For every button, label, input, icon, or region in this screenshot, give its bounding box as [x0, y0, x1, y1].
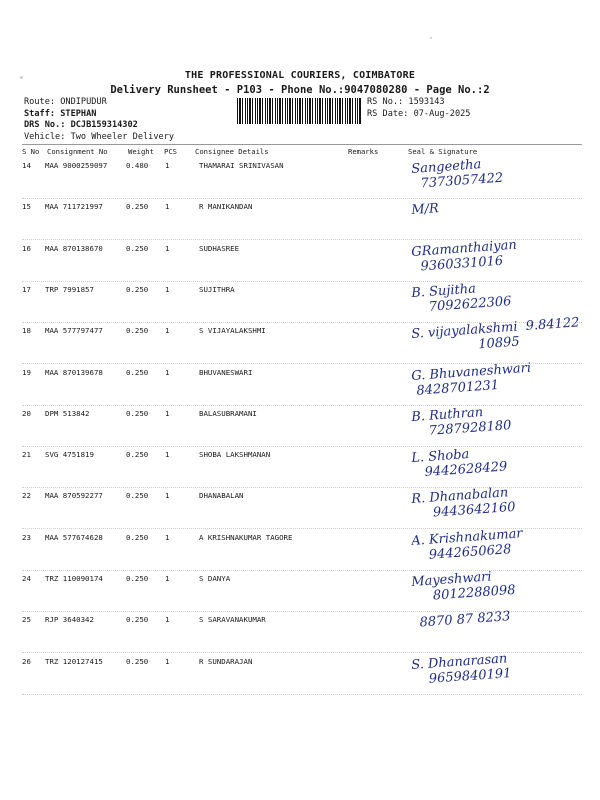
- row-weight: 0.250: [126, 243, 149, 253]
- row-signature: S. Dhanarasan 9659840191: [410, 650, 512, 688]
- table-row: [22, 406, 582, 447]
- row-consignee: A KRISHNAKUMAR TAGORE: [199, 532, 293, 542]
- table-row: [22, 237, 582, 282]
- table-row: [22, 650, 582, 695]
- route-info: [24, 97, 174, 143]
- row-weight: 0.250: [126, 532, 149, 542]
- row-sno: 23: [22, 532, 31, 542]
- table-row: [22, 485, 582, 529]
- row-pcs: 1: [165, 408, 170, 418]
- row-signature: B. Ruthran 7287928180: [410, 404, 512, 440]
- rs-number: RS No.: 1593143: [367, 97, 445, 107]
- drs-line: DRS No.: DCJB159314302: [24, 120, 138, 130]
- row-signature: L. Shoba 9442628429: [410, 447, 508, 482]
- row-sno: 26: [22, 656, 31, 666]
- row-pcs: 1: [165, 656, 170, 666]
- col-header-sno: S No: [22, 147, 40, 156]
- row-signature: R. Dhanabalan 9443642160: [410, 485, 517, 523]
- row-pcs: 1: [165, 161, 170, 170]
- col-header-consignee: Consignee Details: [195, 147, 269, 156]
- row-weight: 0.480: [126, 161, 149, 170]
- row-signature: Sangeetha 7373057422: [410, 157, 504, 192]
- rs-info: [367, 97, 470, 120]
- row-consignee: SUJITHRA: [199, 284, 235, 294]
- row-consignment-no: TRZ 110090174: [45, 574, 103, 583]
- row-signature: S. vijayalakshmi 9.84122 10895: [410, 315, 580, 358]
- table-row: [22, 282, 582, 323]
- row-sno: 14: [22, 161, 31, 170]
- col-header-weight: Weight: [128, 147, 154, 156]
- row-sno: 22: [22, 491, 31, 501]
- route-line: Route: ONDIPUDUR: [24, 97, 107, 107]
- row-pcs: 1: [165, 491, 170, 501]
- row-weight: 0.250: [126, 491, 149, 501]
- row-consignment-no: RJP 3640342: [45, 615, 94, 625]
- row-weight: 0.250: [126, 615, 149, 625]
- staff-line: Staff: STEPHAN: [24, 108, 97, 119]
- table-row: [22, 447, 582, 488]
- row-consignment-no: TRP 7991857: [45, 284, 94, 294]
- row-pcs: 1: [165, 450, 170, 460]
- row-signature: Mayeshwari 8012288098: [410, 569, 517, 605]
- table-row: [22, 315, 582, 364]
- row-divider: [22, 694, 582, 695]
- row-consignment-no: MAA 577797477: [45, 326, 103, 336]
- vehicle-line: Vehicle: Two Wheeler Delivery: [24, 131, 175, 142]
- row-signature: M/R: [410, 201, 440, 219]
- row-pcs: 1: [165, 532, 170, 542]
- row-consignment-no: MAA 870139678: [45, 367, 103, 377]
- table-row: [22, 199, 582, 240]
- row-weight: 0.250: [126, 574, 149, 583]
- row-signature: A. Krishnakumar 9442650628: [410, 525, 524, 564]
- row-weight: 0.250: [126, 284, 149, 294]
- row-sno: 20: [22, 408, 31, 418]
- runsheet-title: Delivery Runsheet - P103 - Phone No.:9047080280 - Page No.:2: [110, 84, 490, 96]
- row-sno: 21: [22, 450, 31, 460]
- row-consignee: S SARAVANAKUMAR: [199, 615, 266, 625]
- row-sno: 24: [22, 574, 31, 583]
- col-header-seal: Seal & Signature: [408, 147, 478, 156]
- row-sno: 17: [22, 284, 31, 294]
- row-consignment-no: DPM 513842: [45, 408, 90, 418]
- table-row: [22, 571, 582, 612]
- row-pcs: 1: [165, 574, 170, 583]
- row-consignment-no: TRZ 120127415: [45, 656, 103, 666]
- row-consignee: S DANYA: [199, 574, 231, 583]
- table-row: [22, 525, 582, 571]
- row-pcs: 1: [165, 284, 170, 294]
- row-signature: B. Sujitha 7092622306: [410, 281, 512, 316]
- row-consignee: THAMARAI SRINIVASAN: [199, 161, 284, 170]
- row-pcs: 1: [165, 202, 170, 212]
- barcode: [237, 98, 361, 124]
- table-row: [22, 360, 582, 406]
- header-divider: [22, 144, 582, 145]
- row-sno: 19: [22, 367, 31, 377]
- row-weight: 0.250: [126, 656, 149, 666]
- row-consignment-no: MAA 711721997: [45, 202, 103, 212]
- row-pcs: 1: [165, 615, 170, 625]
- row-signature: 8870 87 8233: [410, 609, 511, 632]
- row-weight: 0.250: [126, 408, 149, 418]
- row-consignment-no: MAA 577674628: [45, 532, 103, 542]
- row-sno: 18: [22, 326, 31, 336]
- scan-mark: [20, 76, 23, 79]
- row-sno: 15: [22, 202, 31, 212]
- row-consignment-no: MAA 9000259097: [45, 161, 108, 170]
- row-consignee: R MANIKANDAN: [199, 202, 253, 212]
- rs-date: RS Date: 07-Aug-2025: [367, 108, 471, 119]
- row-signature: GRamanthaiyan 9360331016: [410, 237, 518, 275]
- table-row: [22, 158, 582, 199]
- row-signature: G. Bhuvaneshwari 8428701231: [410, 360, 532, 399]
- row-weight: 0.250: [126, 450, 149, 460]
- row-sno: 25: [22, 615, 31, 625]
- row-sno: 16: [22, 243, 31, 253]
- col-header-pcs: PCS: [164, 147, 177, 156]
- row-pcs: 1: [165, 367, 170, 377]
- row-weight: 0.250: [126, 202, 149, 212]
- row-consignee: S VIJAYALAKSHMI: [199, 326, 266, 336]
- col-header-consignment: Consignment No: [47, 147, 108, 156]
- row-consignment-no: MAA 870592277: [45, 491, 103, 501]
- row-consignee: SUDHASREE: [199, 243, 240, 253]
- row-weight: 0.250: [126, 367, 149, 377]
- col-header-remarks: Remarks: [348, 147, 379, 156]
- row-weight: 0.250: [126, 326, 149, 336]
- company-title: THE PROFESSIONAL COURIERS, COIMBATORE: [184, 70, 416, 81]
- row-pcs: 1: [165, 326, 170, 336]
- row-consignment-no: MAA 870138670: [45, 243, 103, 253]
- row-pcs: 1: [165, 243, 170, 253]
- row-consignee: BALASUBRAMANI: [199, 408, 257, 418]
- scan-mark: [430, 37, 432, 39]
- row-consignee: SHOBA LAKSHMANAN: [199, 450, 271, 460]
- row-consignee: R SUNDARAJAN: [199, 656, 253, 666]
- row-consignee: DHANABALAN: [199, 491, 244, 501]
- row-consignee: BHUVANESWARI: [199, 367, 253, 377]
- row-consignment-no: SVG 4751819: [45, 450, 94, 460]
- table-row: [22, 609, 582, 653]
